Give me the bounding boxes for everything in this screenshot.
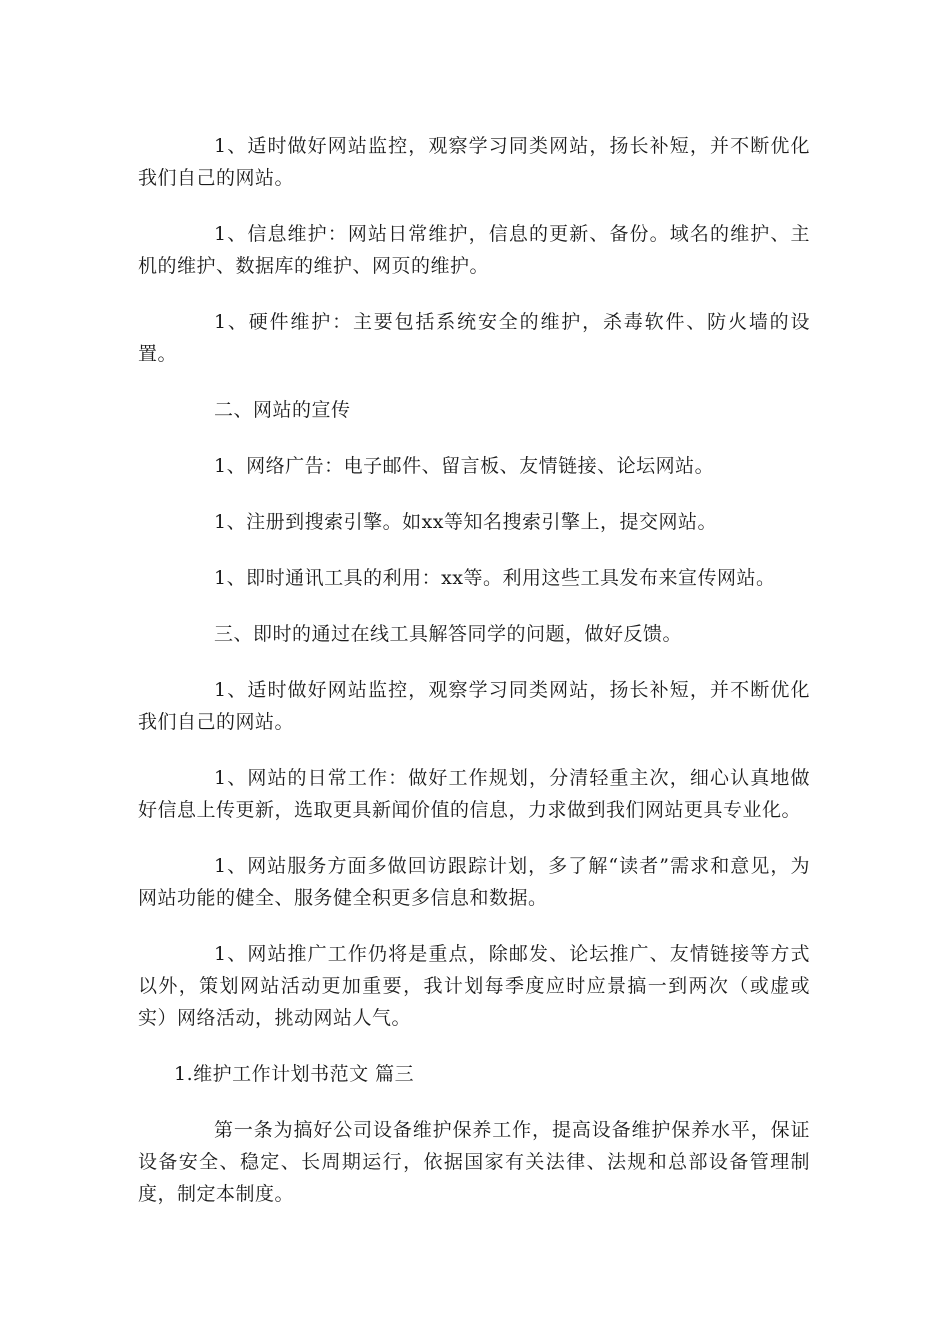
- paragraph-monitoring-repeat: 1、适时做好网站监控，观察学习同类网站，扬长补短，并不断优化我们自己的网站。: [138, 679, 810, 733]
- paragraph-search-engine: 1、注册到搜索引擎。如xx等知名搜索引擎上，提交网站。: [214, 511, 718, 533]
- document-page: [138, 130, 810, 1234]
- paragraph-hardware-maintenance: 1、硬件维护：主要包括系统安全的维护，杀毒软件、防火墙的设置。: [138, 311, 810, 365]
- paragraph-web-ads: 1、网络广告：电子邮件、留言板、友情链接、论坛网站。: [214, 455, 715, 477]
- paragraph-instant-messaging: 1、即时通讯工具的利用：xx等。利用这些工具发布来宣传网站。: [214, 567, 776, 589]
- section-title: 1.维护工作计划书范文 篇三: [174, 1063, 415, 1085]
- paragraph-service-followup: 1、网站服务方面多做回访跟踪计划，多了解“读者”需求和意见，为网站功能的健全、服务健全积更多信息和数据。: [138, 855, 810, 909]
- paragraph-article-one: 第一条为搞好公司设备维护保养工作，提高设备维护保养水平，保证设备安全、稳定、长周期运行，依据国家有关法律、法规和总部设备管理制度，制定本制度。: [138, 1119, 810, 1205]
- paragraph-monitoring: 1、适时做好网站监控，观察学习同类网站，扬长补短，并不断优化我们自己的网站。: [138, 135, 810, 189]
- heading-online-feedback: 三、即时的通过在线工具解答同学的问题，做好反馈。: [214, 623, 683, 645]
- heading-website-promotion: 二、网站的宣传: [214, 399, 351, 421]
- paragraph-info-maintenance: 1、信息维护：网站日常维护，信息的更新、备份。域名的维护、主机的维护、数据库的维护、网页的维护。: [138, 223, 810, 277]
- paragraph-daily-work: 1、网站的日常工作：做好工作规划，分清轻重主次，细心认真地做好信息上传更新，选取更具新闻价值的信息，力求做到我们网站更具专业化。: [138, 767, 810, 821]
- paragraph-promotion-work: 1、网站推广工作仍将是重点，除邮发、论坛推广、友情链接等方式以外，策划网站活动更加重要，我计划每季度应时应景搞一到两次（或虚或实）网络活动，挑动网站人气。: [138, 943, 810, 1029]
